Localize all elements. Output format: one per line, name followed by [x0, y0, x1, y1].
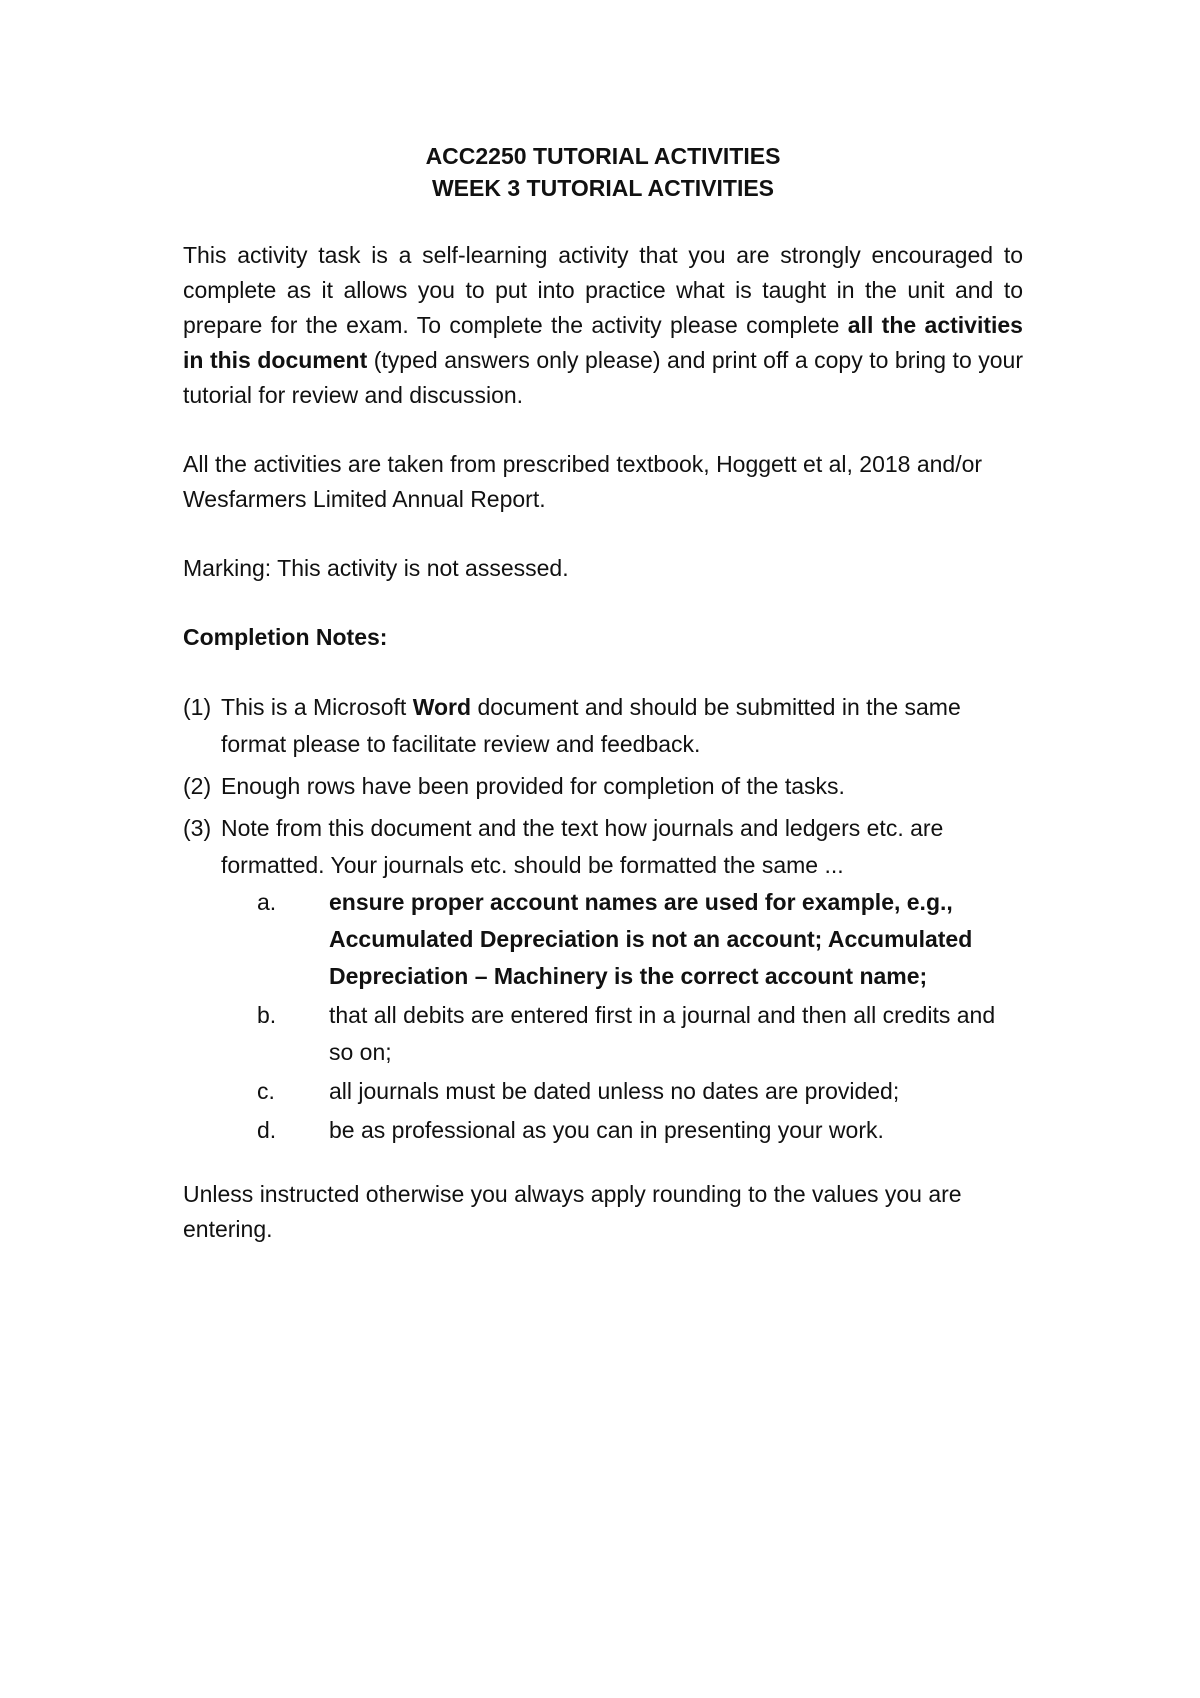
document-title: ACC2250 TUTORIAL ACTIVITIES	[425, 143, 781, 169]
sources-paragraph: All the activities are taken from prescribed textbook, Hoggett et al, 2018 and/or Wesfarmers Limited Annual Report.	[183, 451, 983, 512]
intro-text-start: This activity task is a self-learning activity that you are strongly encouraged to complete as it allows you to put into practice what is taught in the unit and to prepare for the exam. To complete the activity please complete	[183, 242, 1023, 338]
sub-note-item-c	[221, 1073, 1023, 1110]
title-block	[183, 140, 1023, 204]
intro-text-end: (typed answers only please) and print off a copy to bring to your tutorial for review and discussion.	[183, 347, 1023, 408]
note-text-end: document and should be submitted in the same format please to facilitate review and feedback.	[221, 694, 961, 757]
sub-note-text: ensure proper account names are used for example, e.g., Accumulated Depreciation is not an account; Accumulated Depreciation – Machinery is the correct account name;	[329, 889, 973, 989]
document-subtitle: WEEK 3 TUTORIAL ACTIVITIES	[431, 175, 775, 201]
note-item-3	[183, 810, 1023, 1149]
sub-note-marker: a.	[257, 889, 277, 915]
note-marker: (1)	[183, 694, 212, 720]
note-item-2	[183, 768, 1023, 805]
note-text: This is a Microsoft	[221, 694, 413, 720]
sub-note-item-d	[221, 1112, 1023, 1149]
intro-paragraph	[183, 238, 1023, 413]
note-marker: (3)	[183, 815, 212, 841]
note-marker: (2)	[183, 773, 212, 799]
sub-note-text: be as professional as you can in presenting your work.	[329, 1117, 884, 1143]
sub-note-marker: d.	[257, 1117, 277, 1143]
sub-note-text: all journals must be dated unless no dates are provided;	[329, 1078, 900, 1104]
sub-notes-list	[221, 884, 1023, 1149]
closing-paragraph: Unless instructed otherwise you always apply rounding to the values you are entering.	[183, 1181, 962, 1242]
note-text: Enough rows have been provided for completion of the tasks.	[221, 773, 845, 799]
sub-note-marker: c.	[257, 1078, 275, 1104]
note-text: Note from this document and the text how journals and ledgers etc. are formatted. Your journals etc. should be formatted the same ...	[221, 815, 944, 878]
sub-note-text: that all debits are entered first in a journal and then all credits and so on;	[329, 1002, 996, 1065]
sub-note-item-b	[221, 997, 1023, 1071]
marking-paragraph: Marking: This activity is not assessed.	[183, 555, 569, 581]
completion-notes-list	[183, 689, 1023, 1149]
note-bold-text: Word	[412, 694, 472, 720]
sub-note-item-a	[221, 884, 1023, 995]
completion-notes-heading: Completion Notes:	[183, 624, 388, 650]
intro-bold-text: all the activities in this document	[183, 312, 1023, 373]
note-item-1	[183, 689, 1023, 763]
sub-note-marker: b.	[257, 1002, 277, 1028]
document-body	[183, 140, 1023, 1247]
